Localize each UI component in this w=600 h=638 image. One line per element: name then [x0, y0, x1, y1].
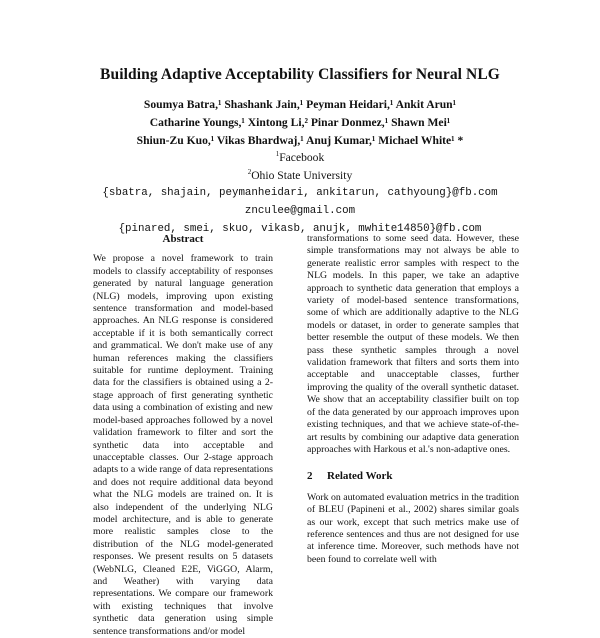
- author-block: [0, 96, 600, 238]
- author-line: Soumya Batra,¹ Shashank Jain,¹ Peyman Heidari,¹ Ankit Arun¹: [143, 98, 457, 111]
- abstract-heading: Abstract: [162, 233, 204, 245]
- intro-paragraph: transformations to some seed data. However, these simple transformations may not always be able to generate realistic error samples with respect to the NLG models. In this paper, we take an adaptive approach to synthetic data generation that employs a variety of model-based sentence transformations, some of which are additionally adaptive to the NLG models or dataset, in order to generate samples that better resemble the output of these models. We then pass these synthetic samples through a novel validation framework that filters and sorts them into acceptable and unacceptable classes, further improving the quality of the overall synthetic dataset. We show that an acceptability classifier built on top of the data generated by our approach improves upon existing techniques, and that we achieve state-of-the-art results by combining our adaptive data generation approaches with Harkous et al.'s non-adaptive ones.: [307, 233, 519, 455]
- left-column: [87, 233, 279, 638]
- affiliation-osu: $^2$Ohio State University: [247, 168, 353, 183]
- email-line: {pinared, smei, skuo, vikasb, anujk, mwhite14850}@fb.com: [118, 222, 482, 235]
- affiliation-facebook: $^1$Facebook: [275, 150, 325, 165]
- email-line: znculee@gmail.com: [244, 204, 356, 217]
- right-column: [307, 233, 519, 566]
- abstract-text: We propose a novel framework to train models to classify acceptability of responses generated by natural language generation (NLG) models, improving upon existing sentence transformation and model-based approaches. An NLG response is considered acceptable if it is both semantically correct and grammatical. We don't make use of any human references making the classifiers suitable for runtime deployment. Training data for the classifiers is obtained using a 2-stage approach of first generating synthetic data using a combination of existing and new model-based approaches followed by a novel validation framework to filter and sort the synthetic data into acceptable and unacceptable classes. Our 2-stage approach adapts to a wide range of data representations and does not require additional data beyond what the NLG models are trained on. It is also independent of the underlying NLG model architecture, and is able to generate more realistic samples close to the distribution of the NLG model-generated responses. We present results on 5 datasets (WebNLG, Cleaned E2E, ViGGO, Alarm, and Weather) with varying data representations. We compare our framework with existing techniques that involve synthetic data generation using simple sentence transformations and/or model: [93, 253, 273, 637]
- paper-title: Building Adaptive Acceptability Classifiers for Neural NLG: [100, 66, 500, 83]
- email-line: {sbatra, shajain, peymanheidari, ankitarun, cathyoung}@fb.com: [102, 186, 498, 199]
- author-line: Shiun-Zu Kuo,¹ Vikas Bhardwaj,¹ Anuj Kumar,¹ Michael White¹ *: [136, 133, 464, 147]
- related-work-paragraph: Work on automated evaluation metrics in the tradition of BLEU (Papineni et al., 2002) shares similar goals as our work, except that such metrics make use of reference sentences and thus are not designed for use at inference time. Moreover, such methods have not been found to correlate well with: [307, 491, 519, 565]
- section-number: 2: [307, 470, 313, 483]
- affiliation-mark: 1: [275, 150, 280, 159]
- section-title: Related Work: [327, 470, 393, 483]
- affiliation-mark: 2: [247, 168, 252, 177]
- section-heading-related-work: [307, 470, 519, 482]
- author-line: Catharine Youngs,¹ Xintong Li,² Pinar Donmez,¹ Shawn Mei¹: [149, 115, 451, 129]
- abstract-body: [87, 253, 279, 638]
